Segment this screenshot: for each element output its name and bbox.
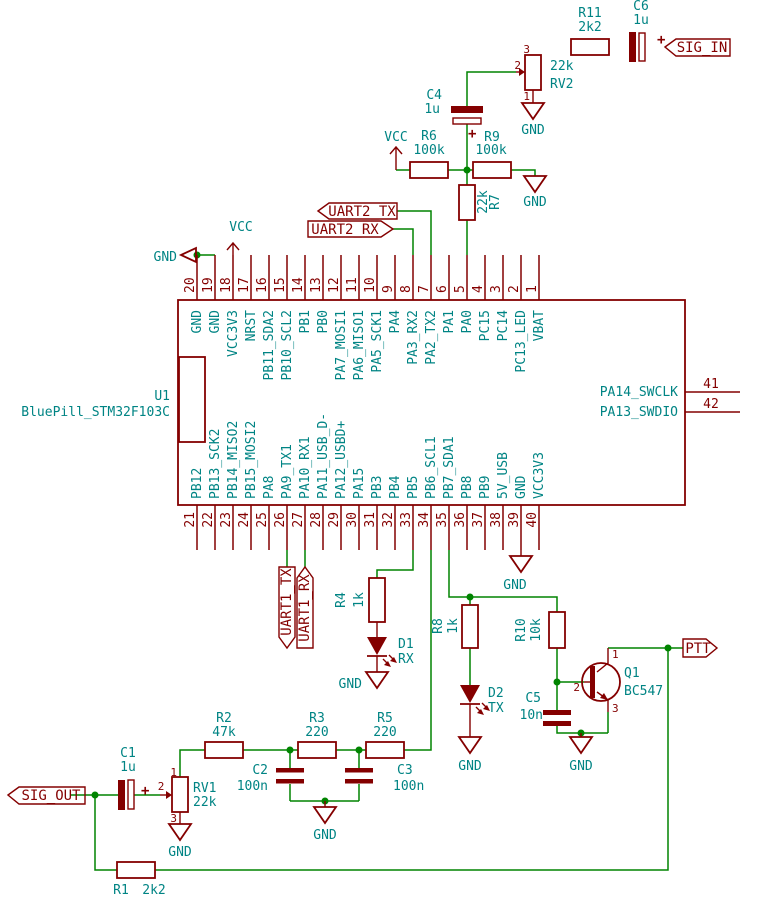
net-label-uart1-tx	[279, 567, 295, 648]
component-ref: R8	[431, 618, 446, 634]
component-ref: Q1	[624, 666, 640, 681]
component-ref: R9	[484, 130, 500, 145]
junction-dot	[356, 747, 363, 754]
pin-number: 21	[183, 512, 198, 528]
net-label: SIG_OUT	[21, 788, 81, 804]
pin-name: PB9	[478, 475, 493, 499]
net-label: UART2_TX	[328, 204, 396, 220]
net-label-uart2-tx	[318, 203, 397, 220]
pin-name: VBAT	[532, 310, 547, 342]
junction-dot	[464, 167, 471, 174]
pin-name: PC15	[478, 310, 493, 342]
power-label: GND	[338, 677, 362, 692]
component-value: TX	[488, 701, 504, 716]
component-value: 22k	[476, 190, 491, 214]
net-label-ptt	[683, 639, 717, 657]
junction-dot	[287, 747, 294, 754]
resistor-r7	[459, 185, 503, 220]
resistor-r1	[113, 862, 166, 898]
pin-name: PA9_TX1	[280, 444, 295, 499]
capacitor-plate	[118, 780, 125, 810]
pin-number: 17	[237, 277, 252, 293]
resistor-r5	[366, 711, 404, 758]
capacitor-plate	[453, 118, 481, 124]
pin-name: PA12_USBD+	[334, 420, 349, 499]
resistor-r8	[431, 605, 478, 648]
pin-name: PA11_USB_D-	[316, 412, 331, 499]
polarity-plus: +	[468, 126, 477, 142]
net-label: PTT	[685, 641, 711, 657]
led-d1	[339, 622, 414, 692]
component-ref: R2	[216, 711, 232, 726]
net-label-uart1-rx	[297, 567, 313, 648]
pin-name: VCC3V3	[532, 452, 547, 499]
pin-name: PA4	[388, 310, 403, 334]
junction-dot	[665, 645, 672, 652]
resistor-r3	[298, 711, 336, 758]
pin-name: PA6_MISO1	[352, 310, 367, 381]
pin-name: PC14	[496, 310, 511, 342]
pin-name: PA5_SCK1	[370, 310, 385, 373]
resistor-body	[410, 162, 448, 178]
component-ref: RV1	[193, 781, 217, 796]
gnd-symbol-q1	[569, 733, 593, 774]
pin-name: PA13_SWDIO	[599, 405, 678, 420]
pin-number: 37	[471, 512, 486, 528]
pin-number: 10	[363, 277, 378, 293]
transistor-pin-3: 3	[612, 702, 619, 715]
pin-name: PA0	[460, 310, 475, 334]
pin-name: GND	[514, 475, 529, 499]
ic-u1	[21, 255, 740, 550]
pin-number: 8	[399, 285, 414, 293]
net-label: UART1_RX	[297, 574, 313, 642]
component-value: 1k	[446, 618, 461, 634]
power-label: GND	[523, 195, 547, 210]
pin-name: PC13_LED	[514, 310, 529, 373]
pin-name: PB1	[298, 310, 313, 334]
potentiometer-rv2	[514, 43, 573, 103]
pin-number: 36	[453, 512, 468, 528]
component-value: BluePill_STM32F103C	[21, 405, 170, 420]
pin-name: PB14_MISO2	[226, 420, 241, 499]
pin-number: 35	[435, 512, 450, 528]
power-label: GND	[569, 759, 593, 774]
pin-name: PB0	[316, 310, 331, 334]
component-value: 100n	[236, 779, 268, 794]
pin-name: PB4	[388, 475, 403, 499]
pin-number: 24	[237, 512, 252, 528]
gnd-icon	[570, 737, 592, 753]
component-value: 220	[373, 725, 397, 740]
resistor-body	[462, 605, 478, 648]
capacitor-plate	[276, 768, 304, 773]
pin-number: 40	[525, 512, 540, 528]
component-value: 47k	[212, 725, 236, 740]
component-ref: C2	[252, 763, 268, 778]
capacitor-plate	[543, 721, 571, 726]
gnd-icon	[169, 824, 191, 840]
pin-number: 41	[703, 377, 719, 392]
capacitor-plate	[345, 768, 373, 773]
power-label: VCC	[384, 130, 408, 145]
capacitor-c6	[629, 0, 665, 62]
led-d2	[460, 685, 504, 737]
transistor-emitter-arrow	[600, 693, 608, 700]
pin-number: 7	[417, 285, 432, 293]
vcc-icon	[390, 147, 402, 170]
gnd-symbol-r9	[523, 176, 547, 210]
pin-name: PA10_RX1	[298, 436, 313, 499]
component-ref: C1	[120, 746, 136, 761]
gnd-icon	[314, 807, 336, 823]
pot-pin-3: 3	[170, 812, 177, 825]
capacitor-c5	[520, 691, 571, 726]
gnd-icon	[524, 176, 546, 192]
pin-name: VCC3V3	[226, 310, 241, 357]
power-label: GND	[153, 250, 177, 265]
net-label-sig-in	[665, 39, 730, 56]
pot-pin-2: 2	[157, 780, 165, 793]
gnd-symbol-pin39	[503, 550, 532, 593]
pin-name: PA1	[442, 310, 457, 334]
component-value: 220	[305, 725, 329, 740]
vcc-symbol-r6	[384, 130, 407, 170]
pin-name: PB3	[370, 475, 385, 499]
resistor-body	[298, 742, 336, 758]
pin-number: 2	[507, 285, 522, 293]
pin-name: PA2_TX2	[424, 310, 439, 365]
pot-pin-1: 1	[170, 766, 177, 779]
power-label: GND	[458, 759, 482, 774]
led-triangle	[367, 637, 387, 655]
resistor-body	[369, 578, 385, 622]
junction-dot	[92, 792, 99, 799]
pin-number: 32	[381, 512, 396, 528]
potentiometer-rv1	[158, 766, 217, 825]
resistor-r6	[410, 129, 448, 178]
power-label: GND	[521, 123, 545, 138]
resistor-r9	[473, 130, 511, 178]
pin-number: 1	[525, 285, 540, 293]
pin-number: 23	[219, 512, 234, 528]
pin-name: PB7_SDA1	[442, 436, 457, 499]
transistor-pin-2: 2	[573, 681, 580, 694]
pin-number: 30	[345, 512, 360, 528]
pin-name: NRST	[244, 310, 259, 342]
resistor-body	[205, 742, 243, 758]
component-value: RX	[398, 652, 414, 667]
component-value: 10k	[529, 618, 544, 642]
pot-pin-1: 1	[523, 90, 530, 103]
component-ref: D1	[398, 637, 414, 652]
component-ref: C6	[633, 0, 649, 14]
led-triangle	[460, 685, 480, 703]
pin-number: 20	[183, 277, 198, 293]
pin-number: 26	[273, 512, 288, 528]
component-ref: R6	[421, 129, 437, 144]
pin-number: 11	[345, 277, 360, 293]
component-ref: C3	[397, 763, 413, 778]
component-value: 2k2	[142, 883, 166, 898]
component-value: 22k	[550, 59, 574, 74]
gnd-icon	[366, 672, 388, 688]
component-value: 1u	[120, 760, 136, 775]
junction-dot	[467, 594, 474, 601]
pin-number: 29	[327, 512, 342, 528]
pin-number: 4	[471, 285, 486, 293]
capacitor-plate	[543, 710, 571, 715]
pin-name: PB11_SDA2	[262, 310, 277, 381]
resistor-body	[117, 862, 155, 878]
capacitor-plate	[639, 33, 645, 61]
transistor-pin-1: 1	[612, 648, 619, 661]
net-label: UART1_TX	[279, 568, 295, 636]
capacitor-plate	[629, 32, 636, 62]
resistor-body	[473, 162, 511, 178]
pin-number: 19	[201, 277, 216, 293]
pin-number: 38	[489, 512, 504, 528]
power-label: GND	[168, 845, 192, 860]
capacitor-plate	[276, 779, 304, 784]
pot-body	[525, 55, 541, 90]
capacitor-plate	[128, 780, 134, 809]
pot-pin-2: 2	[514, 59, 521, 72]
component-ref: R7	[488, 194, 503, 210]
pin-name: PB12	[190, 467, 205, 499]
capacitor-plate	[451, 106, 483, 113]
pin-number: 16	[255, 277, 270, 293]
pin-number: 9	[381, 285, 396, 293]
pot-body	[172, 777, 188, 812]
pin-number: 34	[417, 512, 432, 528]
component-value: 2k2	[578, 20, 602, 35]
gnd-icon	[459, 737, 481, 753]
capacitor-plate	[345, 779, 373, 784]
component-value: BC547	[624, 684, 664, 699]
transistor-base-bar	[590, 666, 595, 698]
transistor-collector	[597, 648, 608, 672]
pin-number: 12	[327, 277, 342, 293]
gnd-symbol-c2c3	[313, 801, 337, 843]
pin-name: PB15_MOSI2	[244, 420, 259, 499]
pin-name: PA3_RX2	[406, 310, 421, 365]
pin-name: PA14_SWCLK	[599, 385, 678, 400]
capacitor-c2	[237, 763, 304, 794]
component-value: 10n	[519, 708, 543, 723]
resistor-body	[459, 185, 475, 220]
pin-number: 18	[219, 277, 234, 293]
gnd-symbol-d2	[458, 737, 482, 774]
pin-name: 5V_USB	[496, 452, 511, 499]
capacitor-c1	[118, 746, 149, 810]
pin-name: PB8	[460, 475, 475, 499]
pin-number: 14	[291, 277, 306, 293]
pin-number: 31	[363, 512, 378, 528]
component-ref: R5	[377, 711, 393, 726]
pin-number: 28	[309, 512, 324, 528]
pin-number: 13	[309, 277, 324, 293]
polarity-plus: +	[141, 783, 150, 799]
component-ref: R1	[113, 883, 129, 898]
transistor-q1	[573, 648, 663, 715]
net-label-uart2-rx	[308, 221, 393, 238]
pin-name: PB6_SCL1	[424, 436, 439, 499]
component-ref: D2	[488, 686, 504, 701]
component-value: 22k	[193, 795, 217, 810]
component-ref: R11	[578, 6, 602, 21]
component-value: 1k	[352, 592, 367, 608]
pin-name: PA8	[262, 475, 277, 499]
gnd-flag-ic-left	[154, 248, 196, 265]
component-value: 1u	[424, 102, 440, 117]
junction-dot	[554, 679, 561, 686]
resistor-body	[366, 742, 404, 758]
pot-pin-3: 3	[523, 43, 530, 56]
resistor-r2	[205, 711, 243, 758]
component-value: 100k	[413, 143, 445, 158]
resistor-r4	[334, 578, 385, 622]
pin-number: 25	[255, 512, 270, 528]
pin-number: 39	[507, 512, 522, 528]
resistor-body	[549, 612, 565, 648]
gnd-icon	[510, 556, 532, 572]
component-ref: RV2	[550, 77, 574, 92]
vcc-icon	[227, 243, 239, 255]
component-ref: U1	[154, 389, 170, 404]
power-label: VCC	[229, 220, 253, 235]
pin-name: PB5	[406, 475, 421, 499]
power-label: GND	[313, 828, 337, 843]
component-value: 100n	[393, 779, 425, 794]
component-ref: R3	[309, 711, 325, 726]
pin-name: PA15	[352, 467, 367, 499]
pin-number: 27	[291, 512, 306, 528]
component-ref: C4	[426, 88, 442, 103]
pin-name: GND	[208, 310, 223, 334]
resistor-r10	[514, 612, 565, 648]
pin-name: PA7_MOSI1	[334, 310, 349, 381]
component-ref: R10	[514, 618, 529, 642]
net-label: SIG_IN	[676, 40, 728, 56]
vcc-symbol-pin18	[227, 220, 253, 255]
net-label-sig-out	[8, 787, 85, 804]
capacitor-c3	[345, 763, 424, 794]
resistor-r11	[571, 6, 609, 55]
pin-name: PB13_SCK2	[208, 428, 223, 499]
component-ref: C5	[525, 691, 541, 706]
pin-number: 42	[703, 397, 719, 412]
component-ref: R4	[334, 592, 349, 608]
pin-name: GND	[190, 310, 205, 334]
resistor-body	[571, 39, 609, 55]
pin-number: 3	[489, 285, 504, 293]
pin-number: 33	[399, 512, 414, 528]
power-label: GND	[503, 578, 527, 593]
pin-number: 15	[273, 277, 288, 293]
net-label: UART2_RX	[311, 222, 379, 238]
pin-number: 6	[435, 285, 450, 293]
component-value: 1u	[633, 13, 649, 28]
gnd-icon	[522, 103, 544, 119]
component-value: 100k	[475, 143, 507, 158]
pin-number: 5	[453, 285, 468, 293]
pin-name: PB10_SCL2	[280, 310, 295, 381]
pin-number: 22	[201, 512, 216, 528]
polarity-plus: +	[657, 32, 666, 48]
